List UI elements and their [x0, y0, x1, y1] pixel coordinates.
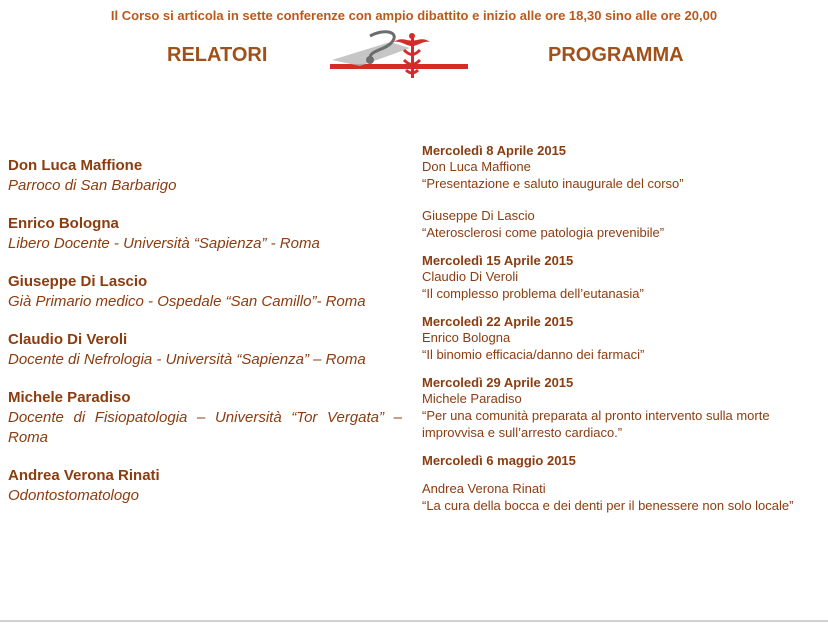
speaker-name: Don Luca Maffione	[8, 157, 143, 174]
program-event	[422, 314, 822, 363]
event-title: “Il binomio efficacia/danno dei farmaci”	[422, 347, 645, 362]
speaker-name: Michele Paradiso	[8, 389, 131, 406]
bottom-divider	[0, 620, 828, 622]
program-event	[422, 253, 822, 302]
event-speaker: Giuseppe Di Lascio	[422, 208, 535, 223]
speaker-name: Claudio Di Veroli	[8, 331, 128, 348]
speaker-role: Docente di Fisiopatologia – Università “Tor Vergata” – Roma	[8, 409, 402, 446]
speaker-item	[8, 214, 402, 254]
event-date: Mercoledì 15 Aprile 2015	[422, 253, 574, 268]
stethoscope-caduceus-icon	[330, 28, 468, 84]
speaker-role: Docente di Nefrologia - Università “Sapienza” – Roma	[8, 351, 366, 368]
event-date: Mercoledì 6 maggio 2015	[422, 453, 576, 468]
event-speaker: Michele Paradiso	[422, 391, 522, 406]
speaker-role: Libero Docente - Università “Sapienza” - Roma	[8, 235, 320, 252]
speaker-role: Parroco di San Barbarigo	[8, 177, 177, 194]
speaker-name: Giuseppe Di Lascio	[8, 273, 148, 290]
intro-text: Il Corso si articola in sette conferenze con ampio dibattito e inizio alle ore 18,30 sino alle ore 20,00	[110, 8, 718, 23]
event-title: “Aterosclerosi come patologia prevenibile”	[422, 225, 665, 240]
program-event	[422, 143, 822, 241]
speakers-list	[8, 156, 402, 524]
relatori-heading: RELATORI	[167, 44, 268, 66]
event-title: “Presentazione e saluto inaugurale del corso”	[422, 176, 684, 191]
event-speaker: Don Luca Maffione	[422, 159, 531, 174]
event-title: “Il complesso problema dell’eutanasia”	[422, 286, 644, 301]
speaker-name: Andrea Verona Rinati	[8, 467, 160, 484]
event-speaker: Claudio Di Veroli	[422, 269, 519, 284]
programma-heading: PROGRAMMA	[548, 44, 684, 66]
speaker-item	[8, 466, 402, 506]
event-speaker: Enrico Bologna	[422, 330, 511, 345]
speaker-item	[8, 156, 402, 196]
speaker-item	[8, 330, 402, 370]
event-date: Mercoledì 22 Aprile 2015	[422, 314, 574, 329]
speaker-item	[8, 272, 402, 312]
event-title: “La cura della bocca e dei denti per il benessere non solo locale”	[422, 498, 794, 513]
event-speaker: Andrea Verona Rinati	[422, 481, 546, 496]
program-event	[422, 375, 822, 441]
program-event	[422, 453, 822, 514]
speaker-name: Enrico Bologna	[8, 215, 119, 232]
program-list	[422, 143, 822, 526]
event-date: Mercoledì 29 Aprile 2015	[422, 375, 574, 390]
event-date: Mercoledì 8 Aprile 2015	[422, 143, 567, 158]
event-title: “Per una comunità preparata al pronto intervento sulla morte improvvisa e sull’arresto cardiaco.”	[422, 408, 770, 440]
speaker-item	[8, 388, 402, 448]
speaker-role: Già Primario medico - Ospedale “San Camillo”- Roma	[8, 293, 366, 310]
speaker-role: Odontostomatologo	[8, 487, 139, 504]
